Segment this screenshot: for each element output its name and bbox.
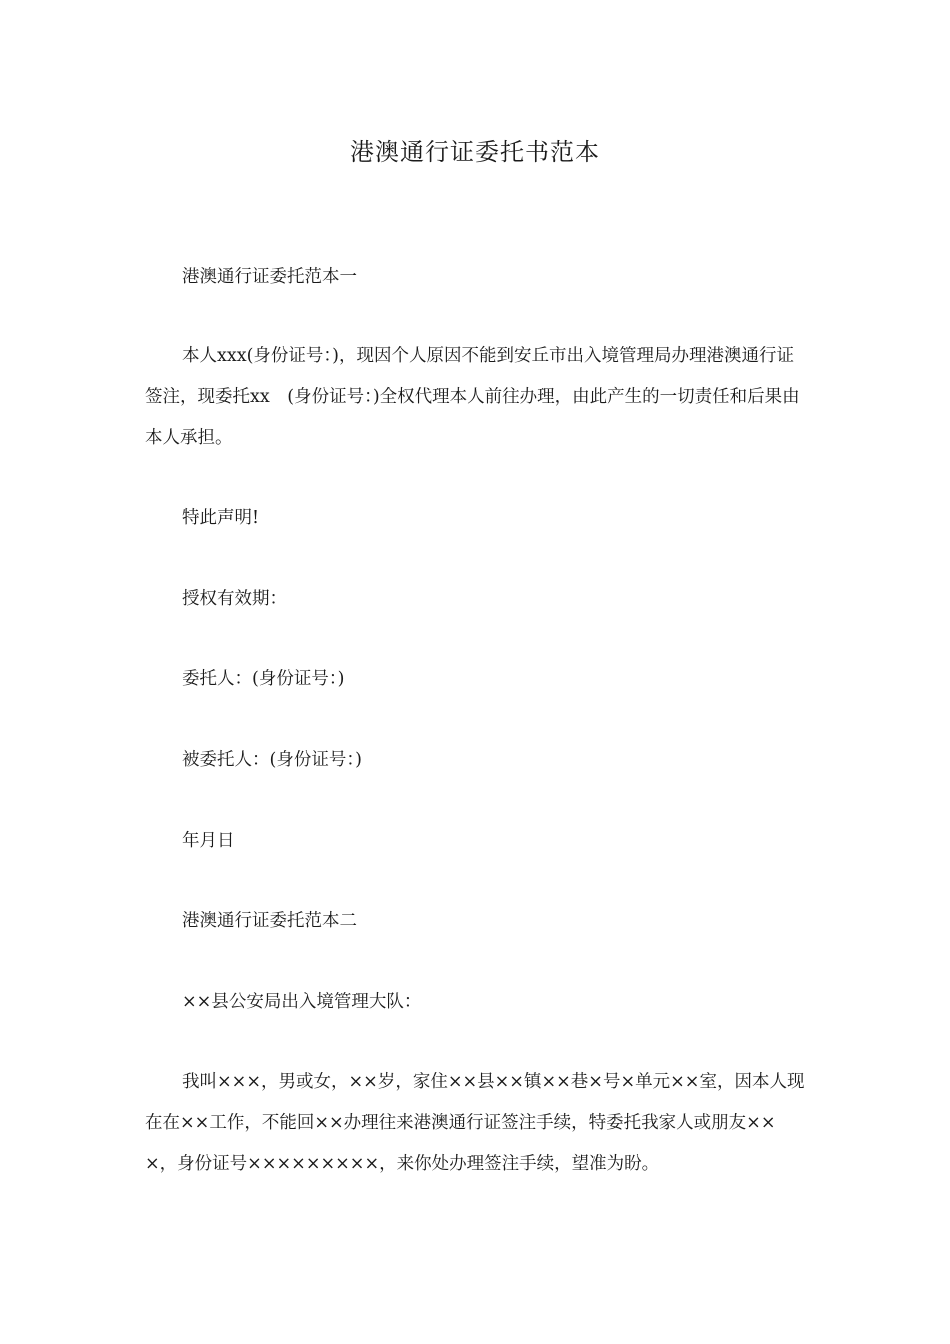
body-paragraph-1: 本人xxx(身份证号：)，现因个人原因不能到安丘市出入境管理局办理港澳通行证签注，现委托xx (身份证号：)全权代理本人前往办理，由此产生的一切责任和后果由本人承担。 [145, 346, 800, 448]
section-heading-1: 港澳通行证委托范本一 [182, 267, 357, 287]
document-title: 港澳通行证委托书范本 [350, 138, 600, 166]
section-heading-2: 港澳通行证委托范本二 [182, 911, 357, 931]
date-line: 年月日 [182, 831, 235, 851]
declaration-line: 特此声明! [182, 508, 260, 528]
validity-period-line: 授权有效期： [182, 589, 287, 609]
body-paragraph-2: 我叫×××，男或女，××岁，家住××县××镇××巷×号×单元××室，因本人现在在××工作，不能回××办理往来港澳通行证签注手续，特委托我家人或朋友×××，身份证号×××××××××，来你处办理签注手续，望准为盼。 [145, 1072, 805, 1174]
addressee-line: ××县公安局出入境管理大队： [182, 992, 422, 1012]
agent-line: 被委托人：(身份证号：) [182, 750, 362, 770]
principal-line: 委托人：(身份证号：) [182, 669, 345, 689]
